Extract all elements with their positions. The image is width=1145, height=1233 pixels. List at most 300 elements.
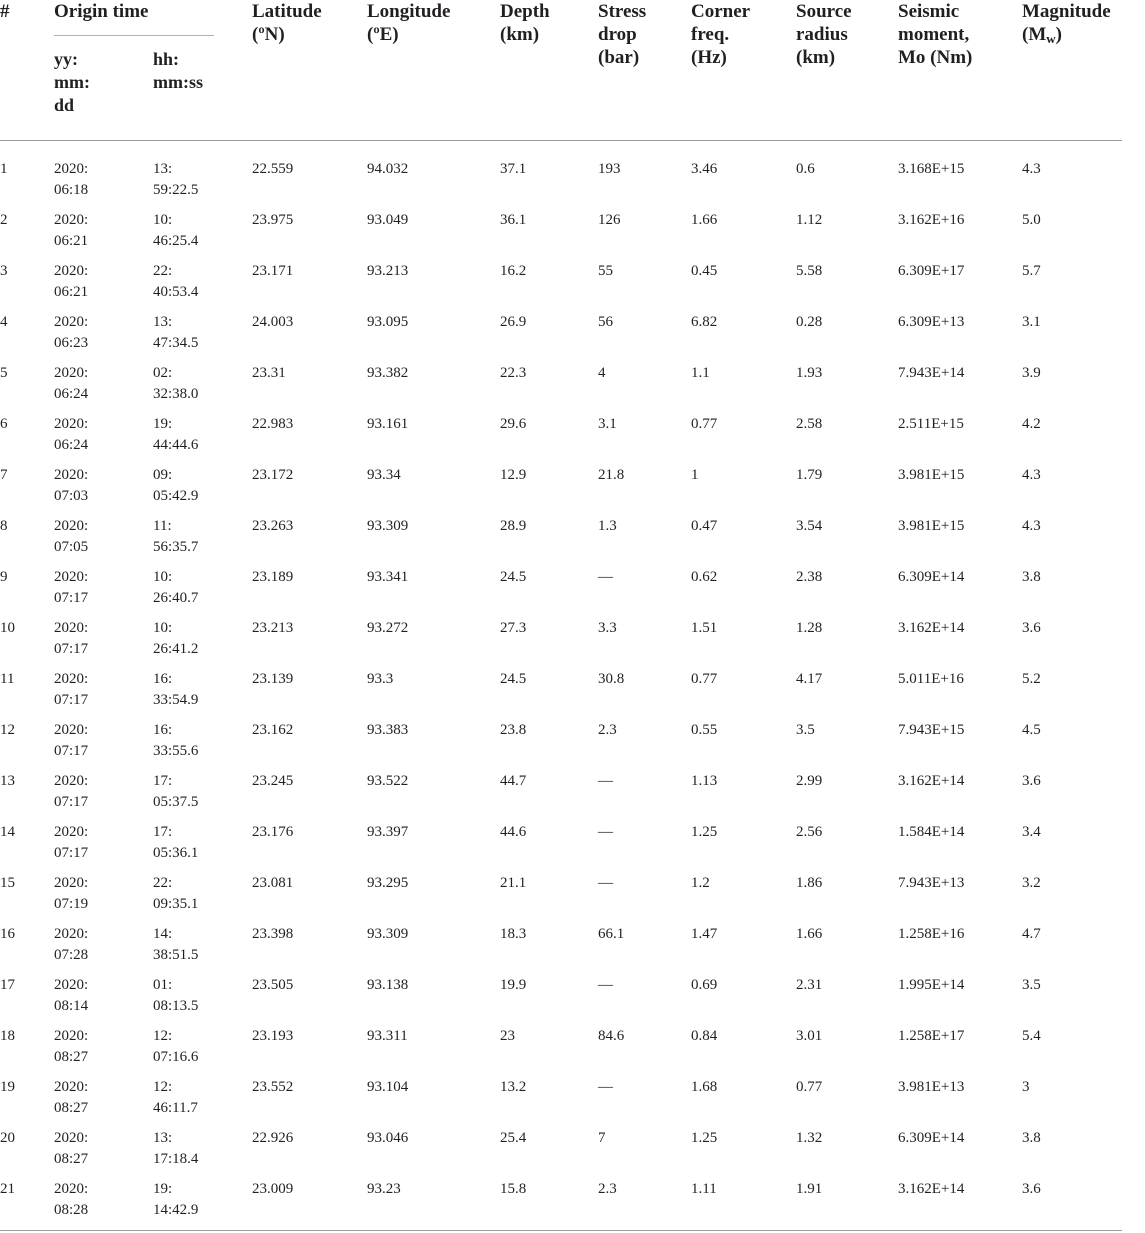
cell-date-line: 2020:	[54, 212, 89, 228]
cell-longitude: 93.049	[367, 212, 409, 228]
cell-date-line: 2020:	[54, 1130, 89, 1146]
cell-time	[153, 465, 252, 516]
cell-longitude: 93.382	[367, 365, 409, 381]
cell-date	[54, 567, 153, 618]
table-body	[0, 141, 1122, 1231]
table-header	[0, 0, 1122, 141]
cell-time-line: 01:	[153, 977, 173, 993]
cell-stress-drop: 4	[598, 365, 606, 381]
cell-longitude: 93.311	[367, 1028, 408, 1044]
cell-date-line: 2020:	[54, 161, 89, 177]
cell-date	[54, 924, 153, 975]
cell-corner-freq: 1.51	[691, 620, 718, 636]
cell-time	[153, 720, 252, 771]
cell-depth: 18.3	[500, 926, 527, 942]
header-magnitude: Magnitude $(M_w)$	[1022, 1, 1111, 46]
cell-seismic-moment: 3.981E+15	[898, 518, 965, 534]
cell-stress-drop: 126	[598, 212, 621, 228]
cell-time-line: 05:37.5	[153, 794, 199, 810]
cell-depth: 15.8	[500, 1181, 527, 1197]
cell-time	[153, 1026, 252, 1077]
cell-depth: 22.3	[500, 365, 527, 381]
table-row	[0, 924, 1122, 975]
cell-latitude: 23.171	[252, 263, 294, 279]
cell-latitude: 23.245	[252, 773, 294, 789]
cell-date-line: 2020:	[54, 1079, 89, 1095]
cell-magnitude: 3.9	[1022, 365, 1041, 381]
cell-seismic-moment: 3.162E+16	[898, 212, 965, 228]
cell-date-line: 07:28	[54, 947, 89, 963]
cell-stress-drop: 21.8	[598, 467, 625, 483]
cell-seismic-moment: 6.309E+13	[898, 314, 965, 330]
cell-source-radius: 1.86	[796, 875, 823, 891]
cell-date-line: 2020:	[54, 671, 89, 687]
cell-source-radius: 5.58	[796, 263, 823, 279]
cell-source-radius: 2.56	[796, 824, 823, 840]
cell-source-radius: 3.54	[796, 518, 823, 534]
cell-date	[54, 516, 153, 567]
cell-seismic-moment: 7.943E+14	[898, 365, 965, 381]
cell-longitude: 93.34	[367, 467, 401, 483]
cell-latitude: 23.505	[252, 977, 294, 993]
cell-depth: 26.9	[500, 314, 527, 330]
cell-time	[153, 924, 252, 975]
cell-corner-freq: 3.46	[691, 161, 718, 177]
cell-latitude: 23.009	[252, 1181, 294, 1197]
cell-magnitude: 3.4	[1022, 824, 1041, 840]
cell-num: 5	[0, 365, 8, 381]
cell-stress-drop: 7	[598, 1130, 606, 1146]
cell-date-line: 07:05	[54, 539, 89, 555]
cell-time	[153, 261, 252, 312]
header-depth: Depth (km)	[500, 1, 550, 45]
cell-date-line: 2020:	[54, 1181, 89, 1197]
cell-longitude: 93.095	[367, 314, 409, 330]
cell-date-line: 2020:	[54, 569, 89, 585]
cell-magnitude: 5.0	[1022, 212, 1041, 228]
cell-date	[54, 822, 153, 873]
cell-magnitude: 3.1	[1022, 314, 1041, 330]
cell-date-line: 06:23	[54, 335, 89, 351]
cell-longitude: 93.104	[367, 1079, 409, 1095]
cell-date-line: 07:19	[54, 896, 89, 912]
cell-time	[153, 363, 252, 414]
table-row	[0, 1077, 1122, 1128]
cell-source-radius: 1.32	[796, 1130, 823, 1146]
cell-num: 10	[0, 620, 15, 636]
cell-seismic-moment: 6.309E+17	[898, 263, 965, 279]
cell-date	[54, 414, 153, 465]
cell-time	[153, 669, 252, 720]
header-date: yy: mm: dd	[54, 49, 90, 115]
cell-latitude: 22.983	[252, 416, 294, 432]
cell-time-line: 44:44.6	[153, 437, 199, 453]
table-row	[0, 465, 1122, 516]
cell-depth: 16.2	[500, 263, 527, 279]
cell-corner-freq: 1.25	[691, 1130, 718, 1146]
cell-time	[153, 414, 252, 465]
cell-date-line: 08:27	[54, 1151, 89, 1167]
cell-time-line: 46:11.7	[153, 1100, 198, 1116]
cell-longitude: 93.383	[367, 722, 409, 738]
cell-latitude: 23.189	[252, 569, 294, 585]
table-row	[0, 1179, 1122, 1231]
cell-corner-freq: 0.62	[691, 569, 718, 585]
cell-time-line: 09:	[153, 467, 173, 483]
cell-seismic-moment: 1.584E+14	[898, 824, 965, 840]
cell-stress-drop: —	[598, 875, 613, 891]
cell-source-radius: 0.28	[796, 314, 823, 330]
cell-time-line: 46:25.4	[153, 233, 199, 249]
cell-source-radius: 1.79	[796, 467, 823, 483]
cell-time-line: 16:	[153, 671, 173, 687]
cell-num: 21	[0, 1181, 15, 1197]
cell-longitude: 93.272	[367, 620, 409, 636]
cell-num: 13	[0, 773, 15, 789]
cell-num: 18	[0, 1028, 15, 1044]
cell-depth: 23	[500, 1028, 515, 1044]
table-row	[0, 873, 1122, 924]
cell-source-radius: 1.66	[796, 926, 823, 942]
cell-time-line: 19:	[153, 1181, 173, 1197]
cell-longitude: 93.046	[367, 1130, 409, 1146]
cell-magnitude: 4.3	[1022, 467, 1041, 483]
cell-date-line: 07:17	[54, 845, 89, 861]
table-row	[0, 771, 1122, 822]
cell-time-line: 22:	[153, 263, 173, 279]
cell-latitude: 24.003	[252, 314, 294, 330]
table-row	[0, 414, 1122, 465]
cell-corner-freq: 6.82	[691, 314, 718, 330]
header-seismic-moment: Seismic moment, Mo (Nm)	[898, 1, 973, 68]
cell-depth: 21.1	[500, 875, 527, 891]
cell-time-line: 10:	[153, 620, 173, 636]
cell-num: 3	[0, 263, 8, 279]
cell-date-line: 2020:	[54, 824, 89, 840]
cell-depth: 44.7	[500, 773, 527, 789]
cell-latitude: 23.193	[252, 1028, 294, 1044]
cell-stress-drop: 30.8	[598, 671, 625, 687]
cell-corner-freq: 0.69	[691, 977, 718, 993]
header-stress-drop: Stress drop (bar)	[598, 1, 647, 68]
cell-num: 16	[0, 926, 15, 942]
cell-longitude: 93.522	[367, 773, 409, 789]
cell-source-radius: 0.77	[796, 1079, 823, 1095]
cell-corner-freq: 1	[691, 467, 699, 483]
header-num: #	[0, 1, 10, 22]
cell-corner-freq: 1.2	[691, 875, 710, 891]
cell-magnitude: 3.6	[1022, 1181, 1041, 1197]
cell-depth: 13.2	[500, 1079, 527, 1095]
cell-magnitude: 3.6	[1022, 620, 1041, 636]
cell-num: 7	[0, 467, 8, 483]
cell-time-line: 11:	[153, 518, 172, 534]
cell-time-line: 14:	[153, 926, 173, 942]
cell-latitude: 23.176	[252, 824, 294, 840]
cell-num: 4	[0, 314, 8, 330]
table-row	[0, 312, 1122, 363]
cell-stress-drop: —	[598, 773, 613, 789]
cell-latitude: 23.398	[252, 926, 294, 942]
cell-date	[54, 1026, 153, 1077]
cell-date	[54, 669, 153, 720]
cell-date	[54, 363, 153, 414]
cell-date-line: 2020:	[54, 467, 89, 483]
cell-time-line: 26:40.7	[153, 590, 199, 606]
cell-seismic-moment: 7.943E+15	[898, 722, 965, 738]
cell-seismic-moment: 3.168E+15	[898, 161, 965, 177]
cell-magnitude: 5.2	[1022, 671, 1041, 687]
cell-date-line: 06:18	[54, 182, 89, 198]
cell-seismic-moment: 3.162E+14	[898, 620, 965, 636]
cell-time	[153, 873, 252, 924]
cell-date	[54, 1179, 153, 1231]
cell-seismic-moment: 3.162E+14	[898, 1181, 965, 1197]
cell-source-radius: 1.12	[796, 212, 823, 228]
cell-date-line: 07:17	[54, 692, 89, 708]
header-time: hh: mm:ss	[153, 49, 203, 92]
cell-longitude: 93.341	[367, 569, 409, 585]
cell-time-line: 13:	[153, 161, 173, 177]
cell-date-line: 2020:	[54, 1028, 89, 1044]
cell-magnitude: 3	[1022, 1079, 1030, 1095]
cell-corner-freq: 1.11	[691, 1181, 717, 1197]
cell-date-line: 08:28	[54, 1202, 89, 1218]
cell-magnitude: 3.2	[1022, 875, 1041, 891]
cell-date	[54, 618, 153, 669]
cell-magnitude: 3.8	[1022, 1130, 1041, 1146]
table-row	[0, 1128, 1122, 1179]
cell-latitude: 23.263	[252, 518, 294, 534]
cell-num: 12	[0, 722, 15, 738]
cell-latitude: 23.081	[252, 875, 294, 891]
cell-source-radius: 3.01	[796, 1028, 823, 1044]
header-corner-freq: Corner freq. (Hz)	[691, 1, 751, 68]
cell-time-line: 02:	[153, 365, 173, 381]
cell-stress-drop: 66.1	[598, 926, 625, 942]
cell-seismic-moment: 2.511E+15	[898, 416, 964, 432]
cell-date-line: 2020:	[54, 263, 89, 279]
cell-corner-freq: 0.84	[691, 1028, 718, 1044]
cell-date-line: 2020:	[54, 722, 89, 738]
cell-seismic-moment: 5.011E+16	[898, 671, 964, 687]
cell-stress-drop: —	[598, 569, 613, 585]
table-row	[0, 669, 1122, 720]
cell-stress-drop: 55	[598, 263, 613, 279]
cell-seismic-moment: 6.309E+14	[898, 569, 965, 585]
cell-longitude: 93.397	[367, 824, 409, 840]
cell-num: 9	[0, 569, 8, 585]
cell-stress-drop: 1.3	[598, 518, 617, 534]
cell-depth: 24.5	[500, 671, 527, 687]
cell-latitude: 22.559	[252, 161, 294, 177]
table-row	[0, 720, 1122, 771]
table-row	[0, 618, 1122, 669]
cell-magnitude: 4.7	[1022, 926, 1041, 942]
cell-magnitude: 5.4	[1022, 1028, 1041, 1044]
cell-date-line: 2020:	[54, 314, 89, 330]
cell-source-radius: 1.93	[796, 365, 823, 381]
cell-time	[153, 567, 252, 618]
cell-depth: 28.9	[500, 518, 527, 534]
cell-corner-freq: 1.1	[691, 365, 710, 381]
cell-time-line: 05:36.1	[153, 845, 199, 861]
cell-stress-drop: —	[598, 977, 613, 993]
cell-stress-drop: 3.1	[598, 416, 617, 432]
cell-date-line: 2020:	[54, 620, 89, 636]
cell-source-radius: 1.91	[796, 1181, 823, 1197]
cell-source-radius: 0.6	[796, 161, 815, 177]
cell-source-radius: 2.99	[796, 773, 823, 789]
cell-time-line: 19:	[153, 416, 173, 432]
cell-date	[54, 312, 153, 363]
cell-time-line: 17:	[153, 824, 173, 840]
cell-depth: 24.5	[500, 569, 527, 585]
cell-depth: 37.1	[500, 161, 527, 177]
cell-corner-freq: 0.77	[691, 671, 718, 687]
cell-date-line: 08:27	[54, 1100, 89, 1116]
cell-time-line: 13:	[153, 314, 173, 330]
cell-num: 2	[0, 212, 8, 228]
cell-time	[153, 516, 252, 567]
cell-time-line: 40:53.4	[153, 284, 199, 300]
cell-time	[153, 210, 252, 261]
cell-stress-drop: 84.6	[598, 1028, 625, 1044]
cell-date	[54, 210, 153, 261]
cell-num: 20	[0, 1130, 15, 1146]
cell-magnitude: 3.5	[1022, 977, 1041, 993]
cell-date	[54, 261, 153, 312]
cell-date-line: 06:24	[54, 437, 89, 453]
cell-date	[54, 873, 153, 924]
cell-time-line: 22:	[153, 875, 173, 891]
cell-date-line: 07:17	[54, 794, 89, 810]
cell-time-line: 12:	[153, 1079, 173, 1095]
cell-seismic-moment: 6.309E+14	[898, 1130, 965, 1146]
cell-latitude: 22.926	[252, 1130, 294, 1146]
cell-longitude: 93.138	[367, 977, 409, 993]
cell-corner-freq: 0.45	[691, 263, 718, 279]
cell-num: 17	[0, 977, 15, 993]
cell-depth: 25.4	[500, 1130, 527, 1146]
cell-time	[153, 822, 252, 873]
cell-time-line: 17:18.4	[153, 1151, 199, 1167]
cell-longitude: 93.161	[367, 416, 409, 432]
cell-seismic-moment: 1.258E+17	[898, 1028, 965, 1044]
cell-date	[54, 720, 153, 771]
table-row	[0, 567, 1122, 618]
cell-stress-drop: 3.3	[598, 620, 617, 636]
cell-seismic-moment: 3.981E+15	[898, 467, 965, 483]
cell-magnitude: 3.6	[1022, 773, 1041, 789]
cell-magnitude: 4.2	[1022, 416, 1041, 432]
cell-time-line: 26:41.2	[153, 641, 199, 657]
cell-latitude: 23.31	[252, 365, 286, 381]
cell-num: 1	[0, 161, 8, 177]
cell-time-line: 13:	[153, 1130, 173, 1146]
table-row	[0, 975, 1122, 1026]
table-row	[0, 261, 1122, 312]
cell-depth: 29.6	[500, 416, 527, 432]
cell-latitude: 23.213	[252, 620, 294, 636]
cell-time	[153, 618, 252, 669]
cell-corner-freq: 1.68	[691, 1079, 718, 1095]
cell-magnitude: 4.3	[1022, 161, 1041, 177]
cell-corner-freq: 0.77	[691, 416, 718, 432]
cell-magnitude: 4.5	[1022, 722, 1041, 738]
cell-magnitude: 4.3	[1022, 518, 1041, 534]
cell-corner-freq: 1.13	[691, 773, 718, 789]
cell-stress-drop: 2.3	[598, 722, 617, 738]
cell-num: 14	[0, 824, 15, 840]
table-row	[0, 822, 1122, 873]
cell-time-line: 14:42.9	[153, 1202, 199, 1218]
cell-time	[153, 141, 252, 210]
footer-rule	[0, 1231, 1122, 1232]
cell-date-line: 2020:	[54, 365, 89, 381]
cell-source-radius: 4.17	[796, 671, 823, 687]
cell-longitude: 93.309	[367, 518, 409, 534]
cell-corner-freq: 1.66	[691, 212, 718, 228]
cell-time-line: 47:34.5	[153, 335, 199, 351]
cell-time-line: 33:55.6	[153, 743, 199, 759]
cell-time-line: 17:	[153, 773, 173, 789]
cell-latitude: 23.975	[252, 212, 294, 228]
cell-time-line: 05:42.9	[153, 488, 199, 504]
header-origin-time: Origin time	[54, 0, 252, 36]
cell-seismic-moment: 1.258E+16	[898, 926, 965, 942]
cell-date	[54, 1077, 153, 1128]
table-row	[0, 516, 1122, 567]
cell-stress-drop: 2.3	[598, 1181, 617, 1197]
cell-longitude: 93.3	[367, 671, 394, 687]
table-row	[0, 363, 1122, 414]
cell-date	[54, 771, 153, 822]
cell-date-line: 2020:	[54, 875, 89, 891]
cell-longitude: 93.309	[367, 926, 409, 942]
cell-time	[153, 1128, 252, 1179]
header-longitude: Longitude (ºE)	[367, 1, 451, 45]
cell-time-line: 38:51.5	[153, 947, 199, 963]
cell-date-line: 2020:	[54, 977, 89, 993]
cell-time	[153, 312, 252, 363]
cell-date-line: 08:27	[54, 1049, 89, 1065]
cell-longitude: 94.032	[367, 161, 409, 177]
cell-latitude: 23.552	[252, 1079, 294, 1095]
cell-depth: 23.8	[500, 722, 527, 738]
cell-time	[153, 771, 252, 822]
cell-source-radius: 2.38	[796, 569, 823, 585]
cell-time-line: 16:	[153, 722, 173, 738]
cell-time-line: 07:16.6	[153, 1049, 199, 1065]
cell-date-line: 07:03	[54, 488, 89, 504]
cell-latitude: 23.139	[252, 671, 294, 687]
cell-date	[54, 465, 153, 516]
cell-time-line: 08:13.5	[153, 998, 199, 1014]
cell-longitude: 93.213	[367, 263, 409, 279]
cell-seismic-moment: 3.981E+13	[898, 1079, 965, 1095]
cell-date-line: 2020:	[54, 518, 89, 534]
cell-stress-drop: 193	[598, 161, 621, 177]
header-source-radius: Source radius (km)	[796, 1, 852, 68]
cell-date-line: 06:21	[54, 284, 89, 300]
cell-stress-drop: —	[598, 1079, 613, 1095]
cell-seismic-moment: 7.943E+13	[898, 875, 965, 891]
cell-depth: 12.9	[500, 467, 527, 483]
cell-seismic-moment: 1.995E+14	[898, 977, 965, 993]
cell-date-line: 08:14	[54, 998, 89, 1014]
cell-time-line: 12:	[153, 1028, 173, 1044]
